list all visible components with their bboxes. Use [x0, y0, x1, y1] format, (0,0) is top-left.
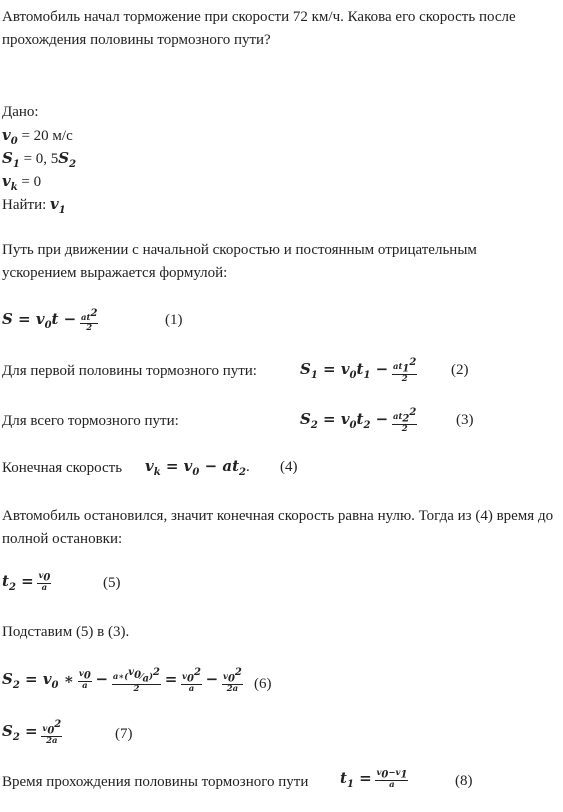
equation-7-label: (7) [115, 726, 133, 742]
equation-5-label: (5) [103, 575, 121, 591]
first-half-text: Для первой половины тормозного пути: [2, 363, 257, 379]
equation-6-label: (6) [254, 676, 272, 692]
formula-intro-line-2: ускорением выражается формулой: [2, 265, 228, 281]
equation-1-label: (1) [165, 312, 183, 328]
equation-3-label: (3) [456, 412, 474, 428]
stopped-text-line-1: Автомобиль остановился, значит конечная скорость равна нулю. Тогда из (4) время до [2, 508, 554, 524]
equation-7: $S_2$ = $\frac{v_0^2}{2a}$ [2, 719, 62, 746]
equation-4-label: (4) [280, 459, 298, 475]
equation-2-label: (2) [451, 362, 469, 378]
equation-3: $S_2 = v_0t_2$ − $\frac{at_2^2}{2}$ [300, 407, 417, 434]
given-v0: $v_0 = 20$ м/с [2, 126, 73, 147]
given-v0-unit: м/с [52, 128, 73, 144]
equation-8-label: (8) [455, 773, 473, 789]
equation-6: $S_2 = v_0$ ∗ $\frac{v_0}{a}$ − $\frac{a∗(^{v_0}⁄_a)^2}{2}$ = $\frac{v_0^2}{a}$ − $\frac{v_0^2}{2a}$ [2, 667, 242, 694]
problem-text: Автомобиль начал торможение при скорости 72 км/ч. Какова его скорость после прохождения половины тормозного пути? [2, 9, 516, 48]
equation-2: $S_1 = v_0t_1$ − $\frac{at_1^2}{2}$ [300, 357, 417, 384]
half-time-text: Время прохождения половины тормозного пути [2, 774, 309, 790]
equation-5: $t_2$ = $\frac{v_0}{a}$ [2, 571, 51, 593]
substitute-text: Подставим (5) в (3). [2, 624, 130, 640]
find-line: Найти: $v_1$ [2, 195, 66, 216]
final-speed-text: Конечная скорость [2, 460, 123, 476]
stopped-text-line-2: полной остановки: [2, 531, 123, 547]
equation-8: $t_1$ = $\frac{v_0-v_1}{a}$ [340, 768, 408, 790]
find-label: Найти: [2, 197, 47, 213]
given-s1: $S_1 = 0$, $5S_2$ [2, 149, 77, 170]
given-heading: Дано: [2, 104, 39, 120]
whole-path-text: Для всего тормозного пути: [2, 413, 179, 429]
equation-4: $v_k = v_0 - at_2$. [145, 457, 250, 478]
equation-1: $S = v_0t$ − $\frac{at^2}{2}$ [2, 308, 98, 333]
formula-intro-line-1: Путь при движении с начальной скоростью и постоянным отрицательным [2, 242, 477, 258]
given-vk: $v_k = 0$ [2, 172, 42, 193]
